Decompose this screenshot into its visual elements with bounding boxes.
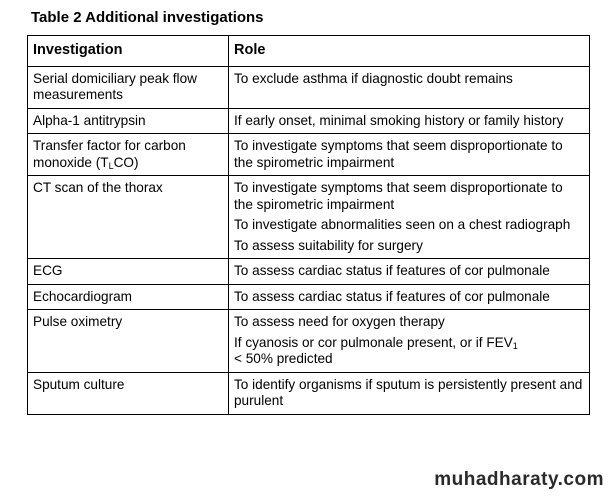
investigation-cell: Sputum culture <box>28 372 229 414</box>
role-text: If early onset, minimal smoking history or family history <box>234 112 564 128</box>
investigation-cell: Pulse oximetry <box>28 310 229 373</box>
column-header-investigation: Investigation <box>28 36 229 67</box>
role-text: To investigate symptoms that seem disproportionate to the spirometric impairment <box>234 138 563 170</box>
role-cell <box>229 310 590 373</box>
subscript-l: L <box>108 160 114 171</box>
table-row <box>28 284 590 310</box>
role-text: To assess cardiac status if features of cor pulmonale <box>234 263 550 278</box>
role-cell <box>229 259 590 285</box>
table-row <box>28 134 590 176</box>
table-row <box>28 108 590 134</box>
role-text: To investigate symptoms that seem disproportionate to the spirometric impairment <box>234 180 563 212</box>
role-text: To investigate abnormalities seen on a chest radiograph <box>234 217 571 232</box>
investigation-cell: Echocardiogram <box>28 284 229 310</box>
role-text: To assess suitability for surgery <box>234 237 423 253</box>
role-cell <box>229 372 590 414</box>
role-suffix: < 50% predicted <box>234 351 333 366</box>
role-cell <box>229 284 590 310</box>
investigation-cell: CT scan of the thorax <box>28 176 229 259</box>
investigation-suffix: CO) <box>113 154 139 170</box>
role-text: To identify organisms if sputum is persistently present and purulent <box>234 376 583 408</box>
role-text: If cyanosis or cor pulmonale present, or if FEV <box>234 334 513 350</box>
table-row <box>28 372 590 414</box>
role-cell <box>229 176 590 259</box>
table-title: Table 2 Additional investigations <box>31 9 264 26</box>
investigation-cell: Serial domiciliary peak flow measurements <box>28 66 229 108</box>
investigation-text: Transfer factor for carbon monoxide (T <box>33 138 186 170</box>
watermark-logo: muhadharaty.com <box>434 469 604 490</box>
subscript-1: 1 <box>512 340 518 351</box>
role-text-with-subscript <box>234 335 585 368</box>
investigations-table <box>27 35 590 415</box>
role-cell <box>229 108 590 134</box>
role-cell <box>229 134 590 176</box>
column-header-role: Role <box>229 36 590 67</box>
role-text: To assess need for oxygen therapy <box>234 314 445 329</box>
role-cell <box>229 66 590 108</box>
table-row <box>28 310 590 373</box>
role-text: To exclude asthma if diagnostic doubt remains <box>234 70 513 86</box>
table-row <box>28 259 590 285</box>
investigation-cell <box>28 134 229 176</box>
table-header-row <box>28 36 590 67</box>
investigation-cell: ECG <box>28 259 229 285</box>
table-row <box>28 176 590 259</box>
table-row <box>28 66 590 108</box>
role-text: To assess cardiac status if features of cor pulmonale <box>234 288 550 304</box>
investigation-cell: Alpha-1 antitrypsin <box>28 108 229 134</box>
